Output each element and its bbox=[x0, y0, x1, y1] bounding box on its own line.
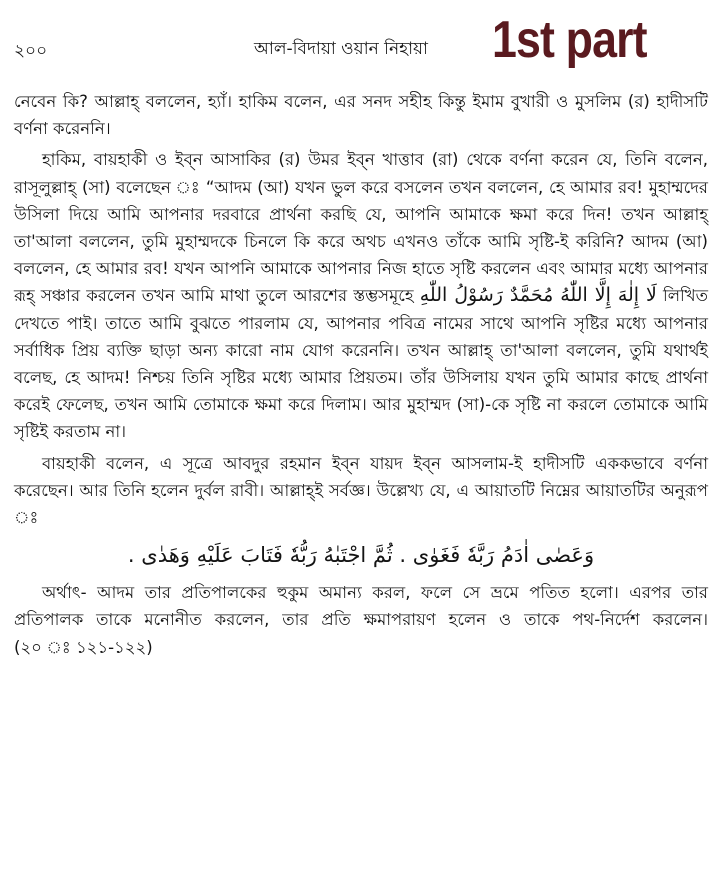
page-header bbox=[0, 0, 720, 80]
running-title: আল-বিদায়া ওয়ান নিহায়া bbox=[254, 39, 428, 59]
quran-verse-arabic: وَعَصٰى اٰدَمُ رَبَّهٗ فَغَوٰى ‎. ثُمَّ اجْتَبٰهُ رَبُّهٗ فَتَابَ عَلَيْهِ وَهَدٰى ‎. bbox=[127, 543, 595, 568]
paragraph-1: নেবেন কি? আল্লাহ্ বললেন, হ্যাঁ। হাকিম বলেন, এর সনদ সহীহ কিন্তু ইমাম বুখারী ও মুসলিম (র) হাদীসটি বর্ণনা করেননি। bbox=[14, 92, 708, 139]
translation-text: অর্থাৎ- আদম তার প্রতিপালকের হুকুম অমান্য করল, ফলে সে ভ্রমে পতিত হলো। এরপর তার প্রতিপালক তাকে মনোনীত করলেন, তার প্রতি ক্ষমাপরায়ণ হলেন ও তাকে পথ-নির্দেশ করলেন। bbox=[14, 583, 708, 630]
kalima-arabic: لَا إِلٰهَ إِلَّا اللّٰهُ مُحَمَّدٌ رَسُوْلُ اللّٰهِ bbox=[419, 284, 657, 307]
paragraph-2-text-a: হাকিম, বায়হাকী ও ইব্ন আসাকির (র) উমর ইব্ন খাত্তাব (রা) থেকে বর্ণনা করেন যে, তিনি বলেন, রাসূলুল্লাহ্ (সা) বলেছেন ঃ “আদম (আ) যখন ভুল করে বসলেন তখন বললেন, হে আমার রব! মুহাম্মদের উসিলা দিয়ে আমি আপনার দরবারে প্রার্থনা করছি যে, আপনি আমাকে ক্ষমা করে দিন! তখন আল্লাহ্ তা'আলা বললেন, তুমি মুহাম্মদকে চিনলে কি করে অথচ এখনও তাঁকে আমি সৃষ্টি-ই করিনি? আদম (আ) বললেন, হে আমার রব! যখন আপনি আমাকে আপনার নিজ হাতে সৃষ্টি করলেন এবং আমার মধ্যে আপনার রূহ্ সঞ্চার করলেন তখন আমি মাথা তুলে আরশের স্তম্ভসমূহে bbox=[14, 150, 708, 306]
paragraph-3: বায়হাকী বলেন, এ সূত্রে আবদুর রহমান ইব্ন যায়দ ইব্ন আসলাম-ই হাদীসটি এককভাবে বর্ণনা করেছেন। আর তিনি হলেন দুর্বল রাবী। আল্লাহ্ই সর্বজ্ঞ। উল্লেখ্য যে, এ আয়াতটি নিম্নের আয়াতটির অনুরূপ ঃ bbox=[14, 453, 708, 528]
paragraph-4 bbox=[14, 579, 708, 661]
paragraph-2 bbox=[14, 146, 708, 445]
body-text bbox=[14, 88, 708, 665]
paragraph-2-text-b: লিখিত দেখতে পাই। তাতে আমি বুঝতে পারলাম যে, আপনার পবিত্র নামের সাথে আপনি সৃষ্টির মধ্যে আপনার সর্বাধিক প্রিয় ব্যক্তি ছাড়া অন্য কারো নাম যোগ করেননি। তখন আল্লাহ্ তা'আলা বললেন, তুমি যথার্থই বলেছ, হে আদম! নিশ্চয় তিনি সৃষ্টির মধ্যে আমার প্রিয়তম। তাঁর উসিলায় যখন তুমি আমার কাছে প্রার্থনা করেই ফেলেছ, তখন আমি তোমাকে ক্ষমা করে দিলাম। আর মুহাম্মদ (সা)-কে সৃষ্টি না করলে তোমাকে আমি সৃষ্টিই করতাম না। bbox=[14, 286, 708, 442]
page-number: ২০০ bbox=[14, 41, 48, 61]
verse-reference: (২০ ঃ ১২১-১২২) bbox=[14, 637, 153, 657]
part-label: 1st part bbox=[492, 11, 647, 69]
